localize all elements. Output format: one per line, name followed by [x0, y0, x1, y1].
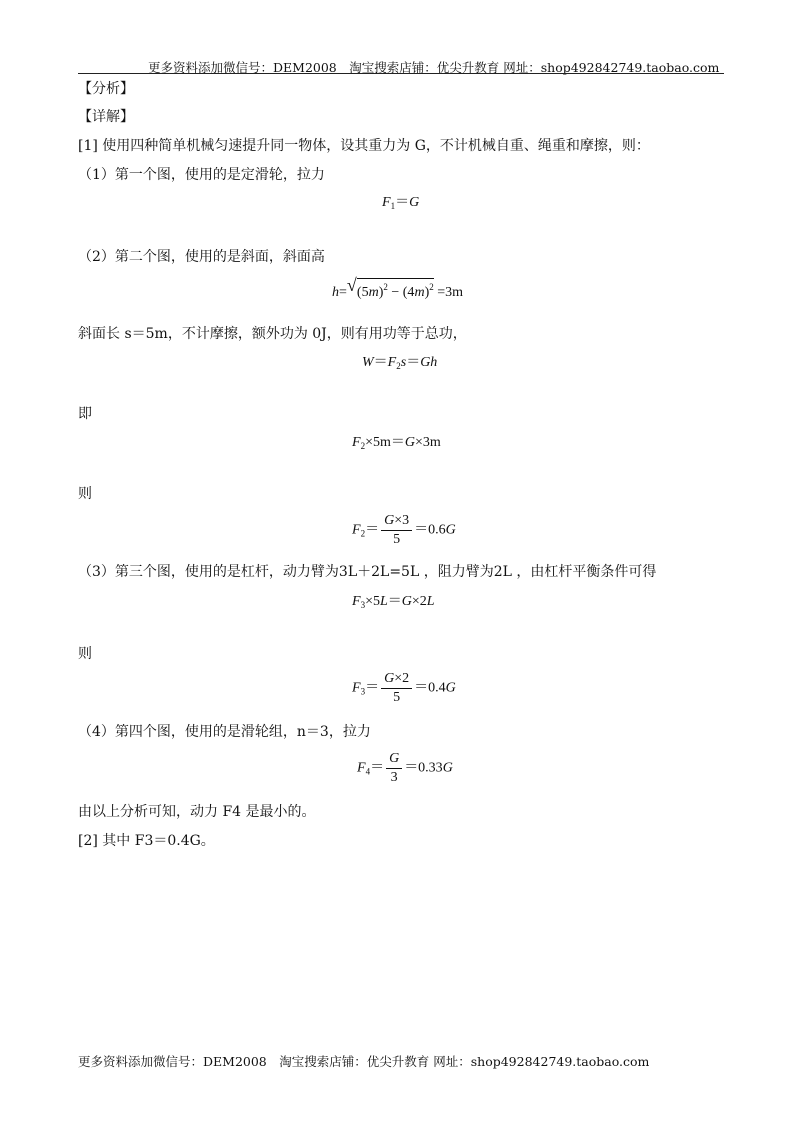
step-3-text: （3）第三个图，使用的是杠杆，动力臂为3L＋2L=5L ，阻力臂为2L ，由杠杆平衡条件可得: [78, 564, 657, 580]
paragraph-1: [1] 使用四种简单机械匀速提升同一物体，设其重力为 G，不计机械自重、绳重和摩擦，则：: [78, 138, 650, 154]
analysis-label: 【分析】: [78, 81, 134, 97]
equation-4: $F_2\times 5m=G\times 3m$: [352, 435, 441, 451]
step-2-text: （2）第二个图，使用的是斜面，斜面高: [78, 249, 325, 265]
detail-label: 【详解】: [78, 109, 134, 125]
paragraph-2: [2] 其中 F3＝0.4G。: [78, 833, 215, 849]
equation-5: $F_2=$ $\frac{G\times 3}{5}$ ＝0.6G: [352, 513, 456, 547]
ji-text: 即: [78, 406, 92, 422]
ze-text-1: 则: [78, 486, 92, 502]
equation-3: $W=F_2s=Gh$: [362, 355, 438, 371]
equation-6: $F_3\times 5L=G\times 2L$: [352, 594, 435, 610]
step-2-continued: 斜面长 s＝5m，不计摩擦，额外功为 0J，则有用功等于总功，: [78, 326, 467, 342]
header-divider: [78, 73, 724, 74]
page-header: 更多资料添加微信号：DEM2008 淘宝搜索店铺：优尖升教育 网址：shop492842749.taobao.com: [148, 60, 720, 75]
step-4-text: （4）第四个图，使用的是滑轮组，n＝3，拉力: [78, 724, 371, 740]
equation-1: $F_1=G$: [382, 195, 420, 211]
ze-text-2: 则: [78, 646, 92, 662]
conclusion-text: 由以上分析可知，动力 F4 是最小的。: [78, 804, 316, 820]
step-1-text: （1）第一个图，使用的是定滑轮，拉力: [78, 167, 325, 183]
equation-2: h= √ $(5m)^2 - (4m)^2 =3m$: [332, 275, 464, 300]
equation-8: $F_4=$ $\frac{G}{3}$ ＝0.33G: [357, 751, 453, 785]
equation-7: $F_3=$ $\frac{G\times 2}{5}$ ＝0.4G: [352, 671, 456, 705]
page-footer: 更多资料添加微信号：DEM2008 淘宝搜索店铺：优尖升教育 网址：shop492842749.taobao.com: [78, 1054, 650, 1069]
